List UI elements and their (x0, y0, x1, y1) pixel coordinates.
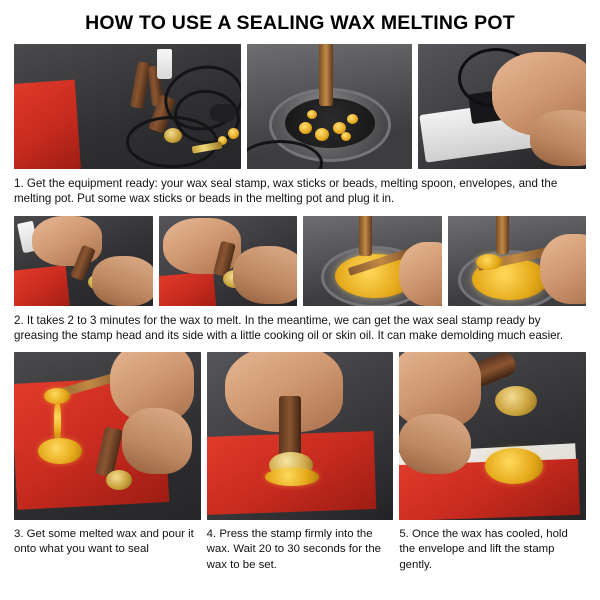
step-2-photo-greasing-side (159, 216, 298, 306)
step-2-photo-spoon-lifting-wax (448, 216, 587, 306)
hand (233, 246, 298, 304)
oil-bottle (157, 49, 172, 79)
stirring-stick (359, 216, 372, 256)
step-1-caption: 1. Get the equipment ready: your wax seal stamp, wax sticks or beads, melting spoon, envelopes, and the melting pot. Put some wax sticks or beads in the melting pot and plug it in. (14, 177, 558, 206)
hand (530, 110, 586, 166)
red-paper (14, 80, 81, 169)
wax-bead (347, 114, 358, 124)
step-4-photo-pressing-stamp (207, 352, 394, 520)
red-paper (14, 265, 70, 306)
wax-bead (299, 122, 312, 134)
stamp-handle (279, 396, 301, 458)
hand (92, 256, 153, 306)
step-345-caption-row (14, 527, 586, 572)
step-2-caption: 2. It takes 2 to 3 minutes for the wax to melt. In the meantime, we can get the wax seal stamp ready by greasing the stamp head and its side with a little cooking oil or skin oil. It can make demolding much easier. (14, 313, 564, 342)
step-345-image-row (14, 352, 586, 520)
step-2-photo-oiling-stamp (14, 216, 153, 306)
wax-bead (307, 110, 317, 119)
power-cord (126, 116, 218, 168)
step-3-caption: 3. Get some melted wax and pour it onto what you want to seal (14, 528, 194, 556)
step-3-photo-pouring-wax (14, 352, 201, 520)
plug-body (210, 104, 236, 122)
wax-bead (315, 128, 329, 141)
step-5-photo-lifting-stamp (399, 352, 586, 520)
wax-bead (341, 132, 351, 141)
hand (122, 408, 192, 474)
stirring-stick (319, 44, 333, 106)
step-5-caption: 5. Once the wax has cooled, hold the envelope and lift the stamp gently. (399, 528, 568, 571)
step-1-photo-plugging-in (418, 44, 586, 169)
step-1-image-row (14, 44, 586, 169)
step-2-image-row (14, 216, 586, 306)
wax-puddle (265, 468, 319, 486)
step-1-photo-equipment (14, 44, 241, 169)
step-1-photo-pot-with-beads (247, 44, 412, 169)
step-2-photo-melted-wax (303, 216, 442, 306)
hand (399, 242, 442, 306)
step-4-caption: 4. Press the stamp firmly into the wax. Wait 20 to 30 seconds for the wax to be set. (206, 528, 381, 571)
wax-bead (228, 128, 239, 139)
wax-stream (54, 402, 61, 442)
hand (399, 414, 471, 474)
red-paper (159, 271, 217, 306)
wax-puddle (38, 438, 82, 464)
stirring-stick (496, 216, 509, 254)
page-title: HOW TO USE A SEALING WAX MELTING POT (85, 12, 515, 34)
spoon-wax (476, 254, 502, 270)
